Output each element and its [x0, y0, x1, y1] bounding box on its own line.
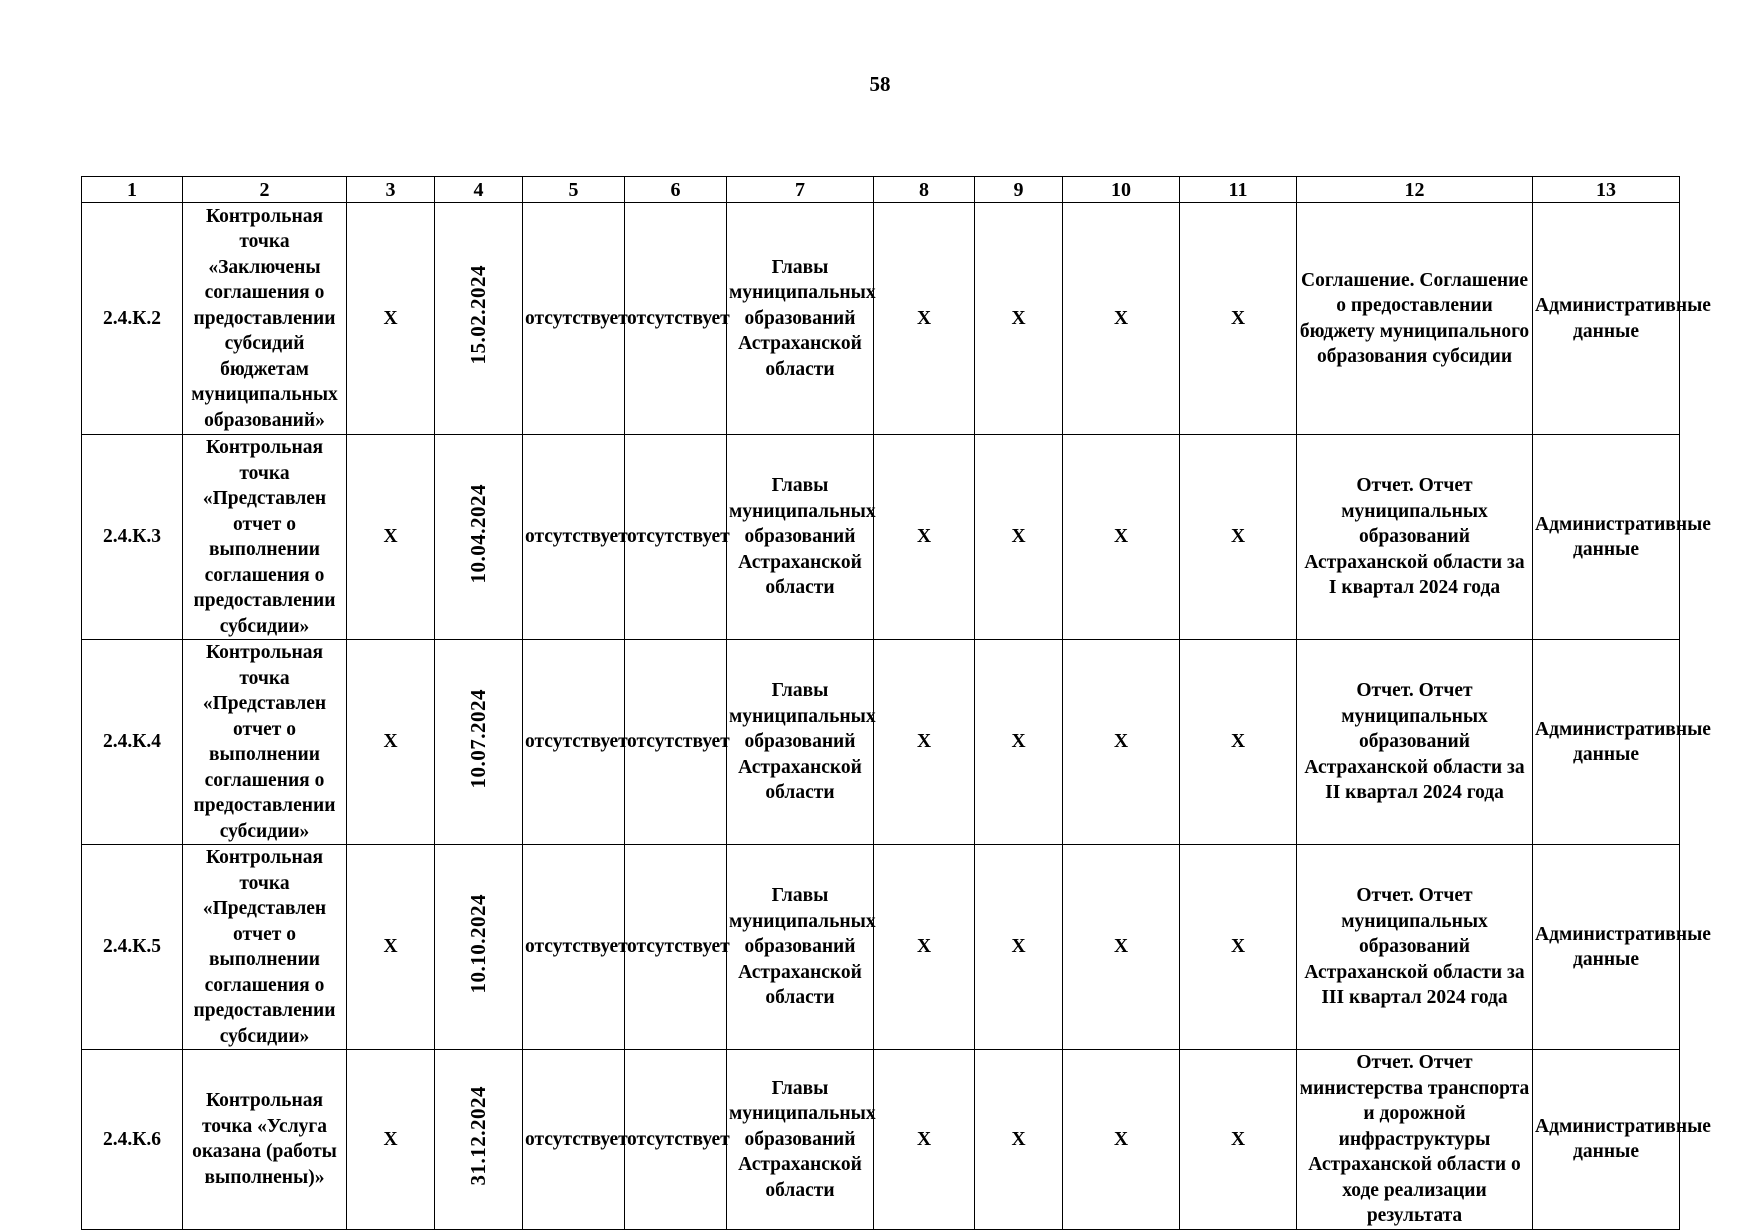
due-date: 15.02.2024 [465, 265, 490, 365]
not-applicable-mark: X [1180, 203, 1297, 435]
row-code: 2.4.К.6 [82, 1050, 183, 1230]
responsible-cell: Главы муниципальных образований Астраханской области [727, 435, 874, 640]
header-cell: 1 [82, 177, 183, 203]
date-cell [435, 845, 523, 1050]
not-applicable-mark: X [874, 435, 975, 640]
absent-value: отсутствует [523, 203, 625, 435]
document-cell: Отчет. Отчет муниципальных образований Астраханской области за I квартал 2024 года [1297, 435, 1533, 640]
not-applicable-mark: X [975, 845, 1063, 1050]
not-applicable-mark: X [347, 203, 435, 435]
row-code: 2.4.К.4 [82, 640, 183, 845]
not-applicable-mark: X [1063, 203, 1180, 435]
date-cell [435, 1050, 523, 1230]
date-cell [435, 640, 523, 845]
due-date: 10.07.2024 [465, 688, 490, 788]
header-cell: 6 [625, 177, 727, 203]
header-cell: 3 [347, 177, 435, 203]
row-code: 2.4.К.5 [82, 845, 183, 1050]
document-cell: Отчет. Отчет министерства транспорта и дорожной инфраструктуры Астраханской области о ходе реализации результата [1297, 1050, 1533, 1230]
header-row [82, 177, 1680, 203]
header-cell: 10 [1063, 177, 1180, 203]
row-code: 2.4.К.2 [82, 203, 183, 435]
header-cell: 11 [1180, 177, 1297, 203]
document-cell: Отчет. Отчет муниципальных образований Астраханской области за II квартал 2024 года [1297, 640, 1533, 845]
not-applicable-mark: X [1063, 640, 1180, 845]
responsible-cell: Главы муниципальных образований Астраханской области [727, 203, 874, 435]
not-applicable-mark: X [975, 435, 1063, 640]
absent-value: отсутствует [625, 640, 727, 845]
control-point-name: Контрольная точка «Услуга оказана (работы выполнены)» [183, 1050, 347, 1230]
control-points-table [81, 176, 1711, 1230]
not-applicable-mark: X [347, 845, 435, 1050]
absent-value: отсутствует [523, 1050, 625, 1230]
responsible-cell: Главы муниципальных образований Астраханской области [727, 1050, 874, 1230]
row-code: 2.4.К.3 [82, 435, 183, 640]
not-applicable-mark: X [1180, 435, 1297, 640]
header-cell: 2 [183, 177, 347, 203]
due-date: 31.12.2024 [465, 1085, 490, 1186]
not-applicable-mark: X [874, 640, 975, 845]
absent-value: отсутствует [523, 435, 625, 640]
control-point-name: Контрольная точка «Заключены соглашения о предоставлении субсидий бюджетам муниципальных образований» [183, 203, 347, 435]
absent-value: отсутствует [523, 640, 625, 845]
not-applicable-mark: X [347, 640, 435, 845]
source-cell: Административные данные [1533, 1050, 1680, 1230]
document-cell: Соглашение. Соглашение о предоставлении бюджету муниципального образования субсидии [1297, 203, 1533, 435]
header-cell: 9 [975, 177, 1063, 203]
table-row [82, 1050, 1680, 1230]
date-cell [435, 435, 523, 640]
absent-value: отсутствует [523, 845, 625, 1050]
page-number: 58 [869, 72, 891, 96]
not-applicable-mark: X [1063, 1050, 1180, 1230]
table-row [82, 435, 1680, 640]
not-applicable-mark: X [874, 845, 975, 1050]
responsible-cell: Главы муниципальных образований Астраханской области [727, 640, 874, 845]
not-applicable-mark: X [975, 1050, 1063, 1230]
header-cell: 5 [523, 177, 625, 203]
absent-value: отсутствует [625, 435, 727, 640]
not-applicable-mark: X [874, 1050, 975, 1230]
not-applicable-mark: X [975, 203, 1063, 435]
source-cell: Административные данные [1533, 203, 1680, 435]
not-applicable-mark: X [347, 1050, 435, 1230]
control-point-name: Контрольная точка «Представлен отчет о выполнении соглашения о предоставлении субсидии» [183, 845, 347, 1050]
header-cell: 4 [435, 177, 523, 203]
absent-value: отсутствует [625, 1050, 727, 1230]
table-row [82, 640, 1680, 845]
not-applicable-mark: X [1180, 640, 1297, 845]
date-cell [435, 203, 523, 435]
not-applicable-mark: X [1180, 1050, 1297, 1230]
source-cell: Административные данные [1533, 640, 1680, 845]
not-applicable-mark: X [1180, 845, 1297, 1050]
control-point-name: Контрольная точка «Представлен отчет о выполнении соглашения о предоставлении субсидии» [183, 435, 347, 640]
source-cell: Административные данные [1533, 435, 1680, 640]
due-date: 10.10.2024 [465, 893, 490, 993]
header-cell: 12 [1297, 177, 1533, 203]
not-applicable-mark: X [347, 435, 435, 640]
table-row [82, 203, 1680, 435]
header-cell: 8 [874, 177, 975, 203]
header-cell: 13 [1533, 177, 1680, 203]
document-cell: Отчет. Отчет муниципальных образований Астраханской области за III квартал 2024 года [1297, 845, 1533, 1050]
not-applicable-mark: X [874, 203, 975, 435]
header-cell: 7 [727, 177, 874, 203]
control-point-name: Контрольная точка «Представлен отчет о выполнении соглашения о предоставлении субсидии» [183, 640, 347, 845]
responsible-cell: Главы муниципальных образований Астраханской области [727, 845, 874, 1050]
source-cell: Административные данные [1533, 845, 1680, 1050]
not-applicable-mark: X [1063, 845, 1180, 1050]
due-date: 10.04.2024 [465, 483, 490, 583]
not-applicable-mark: X [975, 640, 1063, 845]
absent-value: отсутствует [625, 845, 727, 1050]
not-applicable-mark: X [1063, 435, 1180, 640]
absent-value: отсутствует [625, 203, 727, 435]
table-row [82, 845, 1680, 1050]
